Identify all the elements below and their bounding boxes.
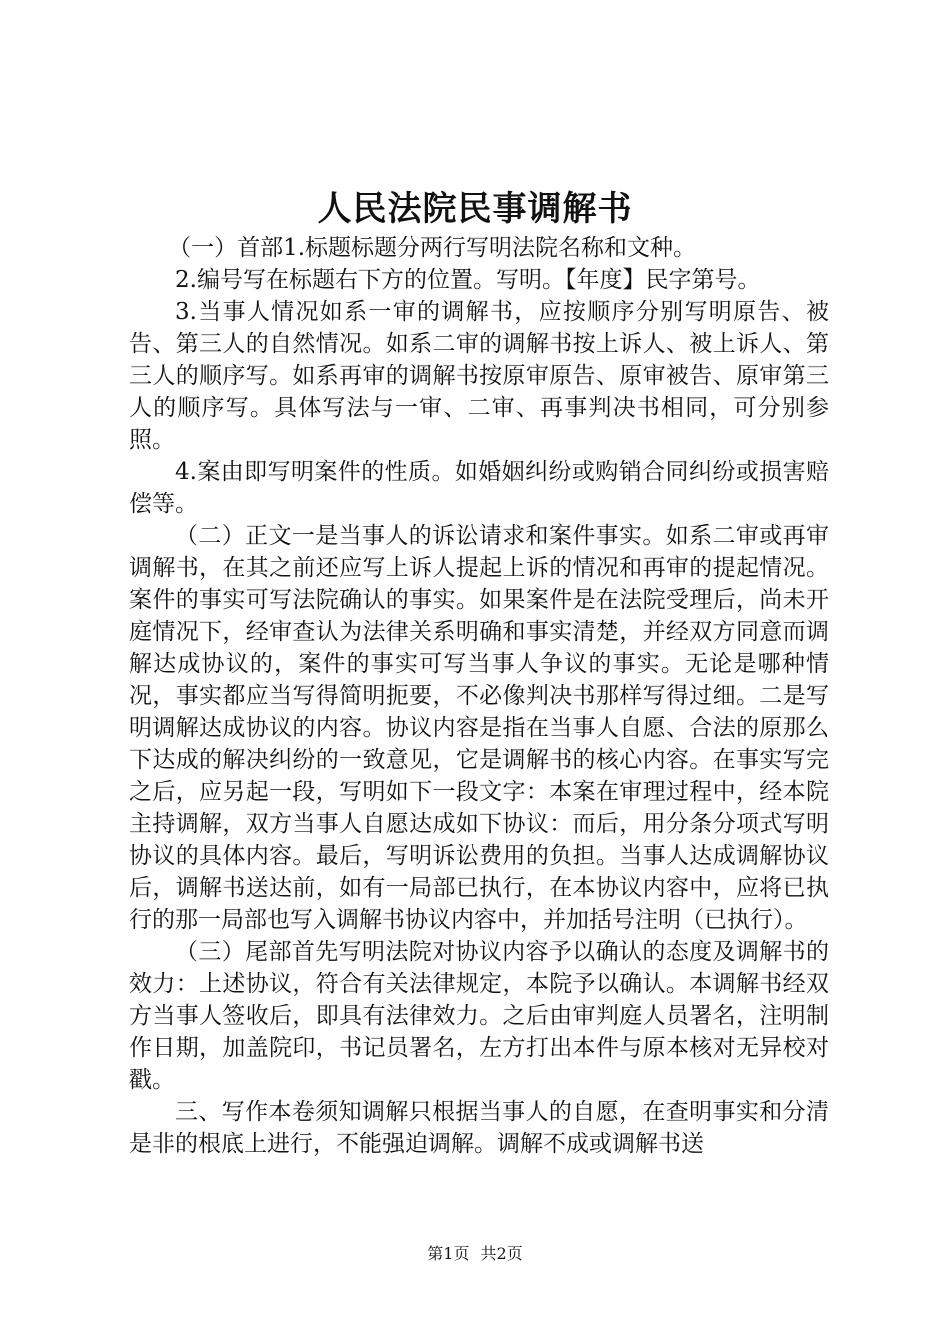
paragraph-header-number: 2.编号写在标题右下方的位置。写明。【年度】民字第号。 (175, 267, 761, 293)
document-title: 人民法院民事调解书 (317, 189, 633, 229)
paragraph-cause: 4.案由即写明案件的性质。如婚姻纠纷或购销合同纠纷或损害赔偿等。 (129, 459, 829, 517)
document-body (129, 232, 829, 1160)
paragraph-header-title: （一）首部1.标题标题分两行写明法院名称和文种。 (168, 235, 697, 261)
paragraph-writing-notes: 三、写作本卷须知调解只根据当事人的自愿，在查明事实和分清是非的根底上进行，不能强迫调解。调解不成或调解书送 (129, 1099, 829, 1157)
paragraph-main-text: （二）正文一是当事人的诉讼请求和案件事实。如系二审或再审调解书，在其之前还应写上诉人提起上诉的情况和再审的提起情况。案件的事实可写法院确认的事实。如果案件是在法院受理后，尚未开庭情况下，经审查认为法律关系明确和事实清楚，并经双方同意而调解达成协议的，案件的事实可写当事人争议的事实。无论是哪种情况，事实都应当写得简明扼要，不必像判决书那样写得过细。二是写明调解达成协议的内容。协议内容是指在当事人自愿、合法的原那么下达成的解决纠纷的一致意见，它是调解书的核心内容。在事实写完之后，应另起一段，写明如下一段文字：本案在审理过程中，经本院主持调解，双方当事人自愿达成如下协议：而后，用分条分项式写明协议的具体内容。最后，写明诉讼费用的负担。当事人达成调解协议后，调解书送达前，如有一局部已执行，在本协议内容中，应将已执行的那一局部也写入调解书协议内容中，并加括号注明（已执行）。 (129, 523, 829, 933)
page-footer (0, 1243, 950, 1265)
page-number: 第1页 (427, 1244, 470, 1263)
page-total: 共2页 (480, 1244, 523, 1263)
paragraph-ending: （三）尾部首先写明法院对协议内容予以确认的态度及调解书的效力：上述协议，符合有关法律规定，本院予以确认。本调解书经双方当事人签收后，即具有法律效力。之后由审判庭人员署名，注明制作日期，加盖院印，书记员署名，左方打出本件与原本核对无异校对戳。 (129, 939, 829, 1093)
paragraph-parties: 3.当事人情况如系一审的调解书，应按顺序分别写明原告、被告、第三人的自然情况。如系二审的调解书按上诉人、被上诉人、第三人的顺序写。如系再审的调解书按原审原告、原审被告、原审第三人的顺序写。具体写法与一审、二审、再事判决书相同，可分别参照。 (129, 299, 829, 453)
